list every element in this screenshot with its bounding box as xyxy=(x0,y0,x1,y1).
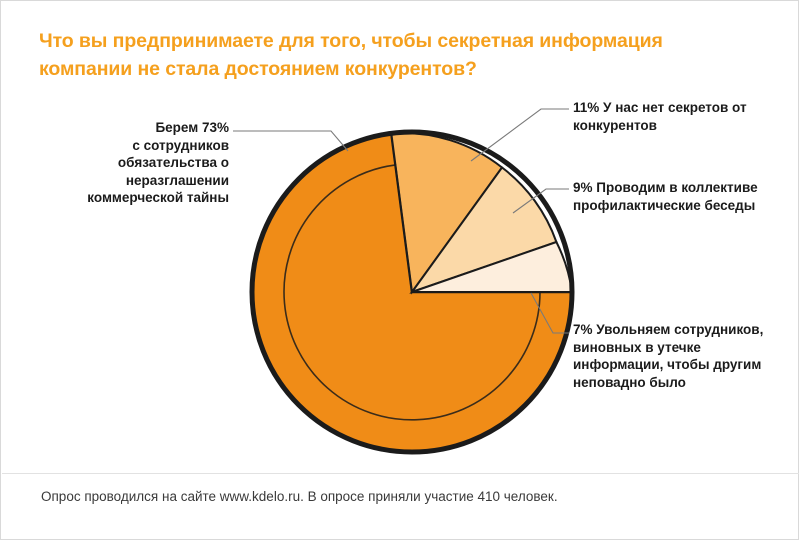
slice-label-9-text: Проводим в коллективе профилактические беседы xyxy=(573,180,758,213)
pie-chart xyxy=(1,1,799,541)
slice-label-7-value: 7% xyxy=(573,322,593,337)
page-title: Что вы предпринимаете для того, чтобы секретная информация компании не стала достоянием конкурентов? xyxy=(39,30,663,80)
leader-line-73 xyxy=(233,131,348,151)
slice-label-11 xyxy=(573,99,783,134)
slice-label-73-pct: Берем xyxy=(155,120,202,135)
leader-line-11 xyxy=(471,109,569,161)
slice-label-73 xyxy=(49,119,229,207)
slice-label-11-text: У нас нет секретов от конкурентов xyxy=(573,100,747,133)
slice-label-73-value: 73% xyxy=(201,120,229,135)
slice-label-11-value: 11% xyxy=(573,100,600,115)
slice-label-7 xyxy=(573,321,788,391)
slice-label-7-text: Увольняем сотрудников, виновных в утечке информации, чтобы другим неповадно было xyxy=(573,322,764,390)
footer-divider xyxy=(2,473,799,474)
slice-label-73-text: с сотрудников обязательства о неразглашении коммерческой тайны xyxy=(87,137,229,205)
footnote: Опрос проводился на сайте www.kdelo.ru. В опросе приняли участие 410 человек. xyxy=(41,489,558,504)
slice-label-9 xyxy=(573,179,783,214)
slice-label-9-value: 9% xyxy=(573,180,593,195)
